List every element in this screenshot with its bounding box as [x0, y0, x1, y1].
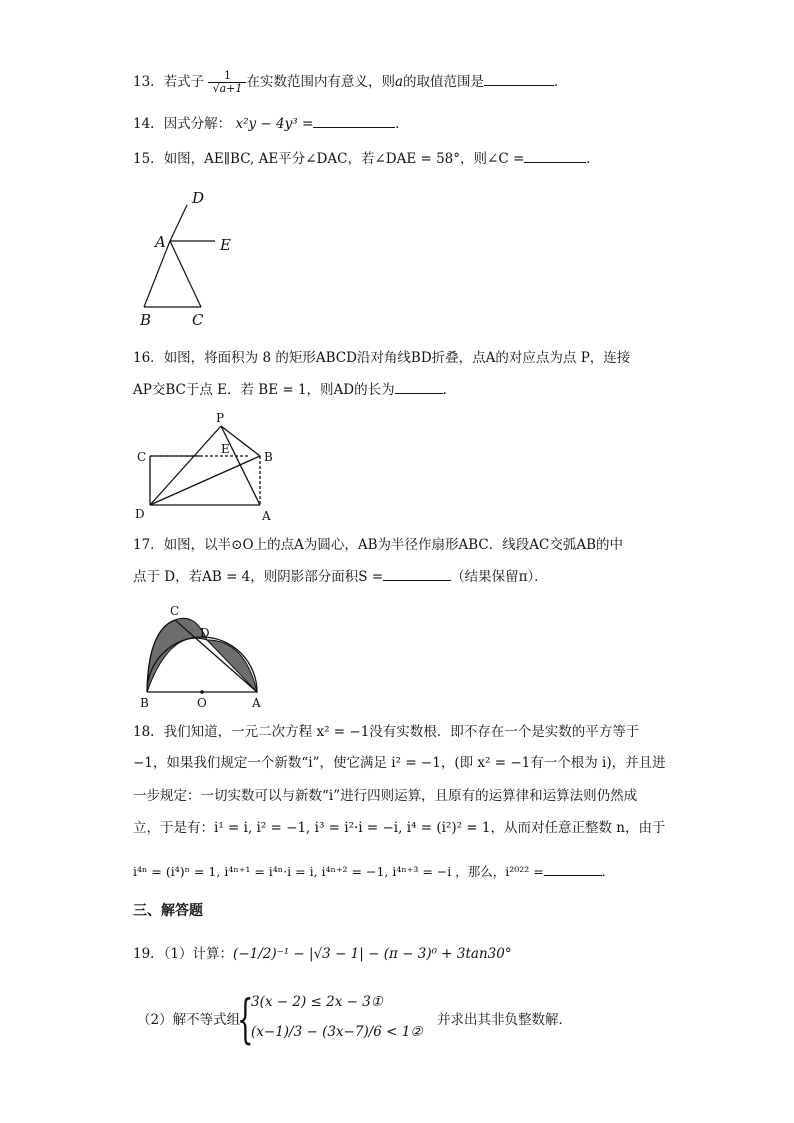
answer-blank[interactable]: [383, 566, 451, 581]
answer-blank[interactable]: [544, 861, 602, 876]
question-19-part-1: 19．（1）计算：(−1/2)⁻¹ − |√3 − 1| − (π − 3)⁰ + 3tan30°: [133, 946, 512, 962]
label-c: C: [192, 311, 204, 329]
answer-blank[interactable]: [524, 148, 586, 163]
brace: {: [237, 990, 254, 1050]
label-a: A: [155, 233, 166, 251]
answer-blank[interactable]: [484, 71, 554, 86]
label-b: B: [264, 450, 273, 464]
label-a: A: [262, 509, 271, 523]
fraction: $\frac{1}{√a+1}$: [208, 70, 246, 95]
question-18-line-4: 立，于是有：i¹ = i, i² = −1, i³ = i²·i = −i, i⁴ = (i²)² = 1，从而对任意正整数 n，由于: [133, 820, 666, 836]
label-d: D: [192, 189, 205, 207]
figure-17: [130, 600, 280, 710]
answer-blank[interactable]: [395, 379, 443, 394]
question-16-line-1: 16．如图，将面积为 8 的矩形ABCD沿对角线BD折叠，点A的对应点为点 P，连接: [133, 350, 631, 366]
label-a: A: [252, 696, 261, 710]
label-c: C: [170, 604, 180, 618]
figure-15: [135, 185, 245, 335]
question-18-line-3: 一步规定：一切实数可以与新数“i”进行四则运算，且原有的运算律和运算法则仍然成: [133, 788, 638, 804]
question-15: 15．如图，AE∥BC, AE平分∠DAC，若∠DAE = 58°，则∠C = ．: [133, 148, 600, 169]
question-18-line-5: i⁴ⁿ = (i⁴)ⁿ = 1, i⁴ⁿ⁺¹ = i⁴ⁿ·i = i, i⁴ⁿ⁺² = −1, i⁴ⁿ⁺³ = −i ，那么，i²⁰²² = ．: [133, 861, 614, 882]
inequality-2: (x−1)/3 − (3x−7)/6 < 1②: [251, 1024, 423, 1040]
calc-expression: (−1/2)⁻¹ − |√3 − 1| − (π − 3)⁰ + 3tan30°: [233, 946, 512, 962]
answer-blank[interactable]: [313, 113, 395, 128]
label-b: B: [140, 696, 149, 710]
question-17-line-1: 17．如图，以半⊙O上的点A为圆心，AB为半径作扇形ABC．线段AC交弧AB的中: [133, 537, 623, 553]
question-17-line-2: 点于 D，若AB = 4，则阴影部分面积S = （结果保留π）．: [133, 566, 548, 587]
figure-16: [130, 410, 280, 525]
question-13: 13．若式子 $\frac{1}{√a+1}$ 在实数范围内有意义，则a的取值范围是 ．: [133, 69, 568, 95]
inequality-1: 3(x − 2) ≤ 2x − 3①: [251, 994, 383, 1010]
question-number: 13．: [133, 74, 164, 90]
label-b: B: [140, 311, 152, 329]
section-heading: 三、解答题: [133, 903, 203, 919]
label-d: D: [200, 626, 210, 640]
label-p: P: [216, 411, 225, 425]
question-18-line-1: 18．我们知道，一元二次方程 x² = −1没有实数根．即不存在一个是实数的平方等于: [133, 724, 640, 740]
label-o: O: [197, 696, 207, 710]
label-e: E: [221, 442, 230, 456]
label-d: D: [135, 507, 145, 521]
question-18-line-2: −1，如果我们规定一个新数“i”，使它满足 i² = −1，(即 x² = −1有一个根为 i)，并且进: [133, 755, 666, 771]
label-c: C: [137, 450, 147, 464]
question-14: 14．因式分解： x²y − 4y³ = ．: [133, 113, 409, 134]
label-e: E: [220, 236, 231, 254]
question-16-line-2: AP交BC于点 E．若 BE = 1，则AD的长为 ．: [133, 379, 456, 400]
